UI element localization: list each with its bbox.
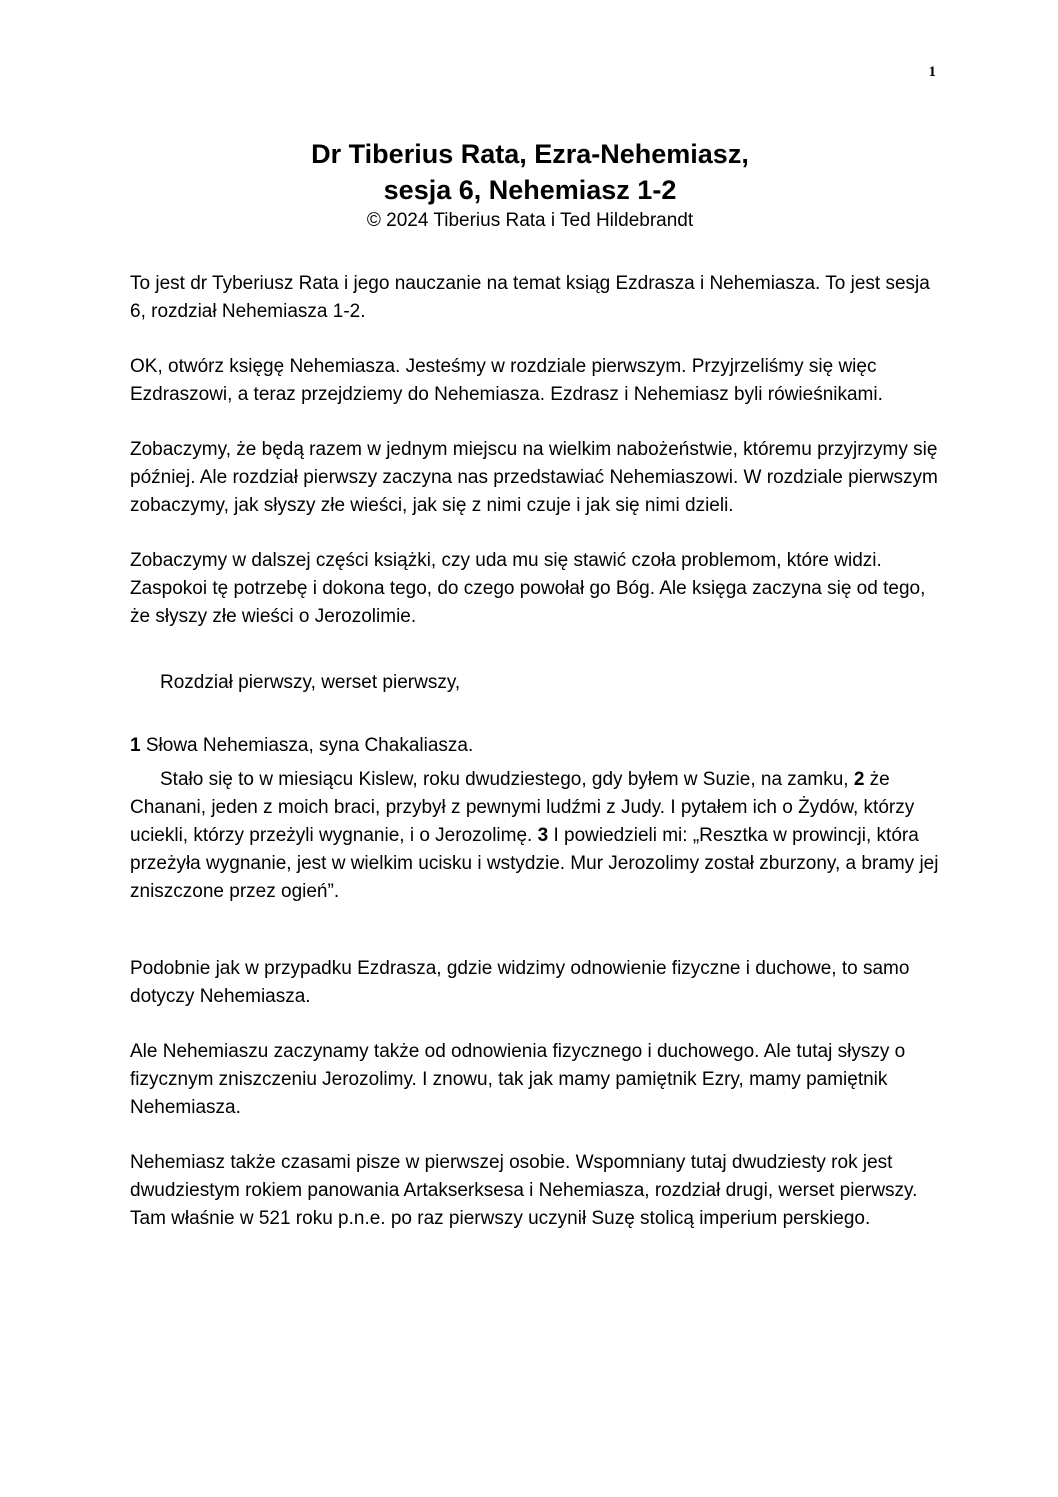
document-title-line-2: sesja 6, Nehemiasz 1-2 <box>383 175 677 205</box>
paragraph-intro: To jest dr Tyberiusz Rata i jego nauczanie na temat ksiąg Ezdrasza i Nehemiasza. To jest sesja 6, rozdział Nehemiasza 1-2. <box>130 273 930 322</box>
scripture-text-a: Stało się to w miesiącu Kislew, roku dwudziestego, gdy byłem w Suzie, na zamku, <box>160 769 854 790</box>
copyright-line: © 2024 Tiberius Rata i Ted Hildebrandt <box>366 210 694 231</box>
paragraph-book-outlook: Zobaczymy w dalszej części książki, czy uda mu się stawić czoła problemom, które widzi. Zaspokoi tę potrzebę i dokona tego, do czego powołał go Bóg. Ale księga zaczyna się od tego, że słyszy złe wieści o Jerozolimie. <box>130 550 926 627</box>
document-body <box>130 270 950 1260</box>
paragraph-renewal: Podobnie jak w przypadku Ezdrasza, gdzie widzimy odnowienie fizyczne i duchowe, to samo dotyczy Nehemiasza. <box>130 958 910 1007</box>
document-title-line-1: Dr Tiberius Rata, Ezra-Nehemiasz, <box>311 139 749 169</box>
document-header <box>130 136 930 234</box>
page-number: 1 <box>928 64 936 80</box>
paragraph-first-person: Nehemiasz także czasami pisze w pierwszej osobie. Wspomniany tutaj dwudziesty rok jest dwudziestym rokiem panowania Artakserksesa i Nehemiasza, rozdział drugi, werset pierwszy. Tam właśnie w 521 roku p.n.e. po raz pierwszy uczynił Suzę stolicą imperium perskiego. <box>130 1152 918 1229</box>
verse-number-1: 1 <box>130 735 141 756</box>
scripture-verse-1 <box>130 732 950 760</box>
scripture-passage <box>130 766 950 906</box>
paragraph-memoir: Ale Nehemiaszu zaczynamy także od odnowienia fizycznego i duchowego. Ale tutaj słyszy o fizycznym zniszczeniu Jerozolimy. I znowu, tak jak mamy pamiętnik Ezry, mamy pamiętnik Nehemiasza. <box>130 1041 906 1118</box>
scripture-text-b: że Chanani, jeden z moich braci, przybył z pewnymi ludźmi z Judy. I pytałem ich o Żydów, którzy uciekli, którzy przeżyli wygnanie, i o Jerozolimę. <box>130 769 915 846</box>
scripture-text-c: I powiedzieli mi: „Resztka w prowincji, która przeżyła wygnanie, jest w wielkim ucisku i wstydzie. Mur Jerozolimy został zburzony, a bramy jej zniszczone przez ogień”. <box>130 825 939 902</box>
scripture-reference-intro: Rozdział pierwszy, werset pierwszy, <box>160 672 461 693</box>
verse-number-2: 2 <box>853 769 865 790</box>
paragraph-chapter-overview: Zobaczymy, że będą razem w jednym miejscu na wielkim nabożeństwie, któremu przyjrzymy się później. Ale rozdział pierwszy zaczyna nas przedstawiać Nehemiaszowi. W rozdziale pierwszym zobaczymy, jak słyszy złe wieści, jak się z nimi czuje i jak się nimi dzieli. <box>130 439 938 516</box>
verse-1-text: Słowa Nehemiasza, syna Chakaliasza. <box>140 735 474 756</box>
verse-number-3: 3 <box>537 825 549 846</box>
paragraph-open-book: OK, otwórz księgę Nehemiasza. Jesteśmy w rozdziale pierwszym. Przyjrzeliśmy się więc Ezdraszowi, a teraz przejdziemy do Nehemiasza. Ezdrasz i Nehemiasz byli rówieśnikami. <box>130 356 883 405</box>
